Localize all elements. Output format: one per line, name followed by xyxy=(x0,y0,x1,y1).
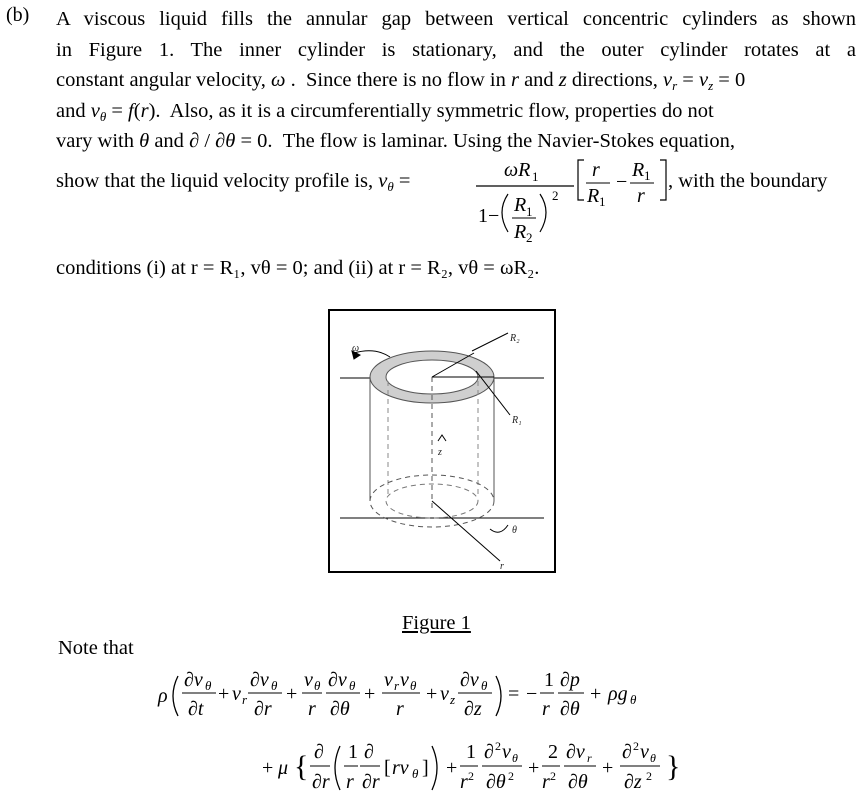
svg-text:v: v xyxy=(440,683,449,705)
svg-text:+: + xyxy=(426,683,438,705)
svg-text:−: − xyxy=(526,683,538,705)
svg-text:=: = xyxy=(508,683,520,705)
svg-text:ωR: ωR xyxy=(504,159,531,181)
r2-label: R₂ xyxy=(510,333,520,344)
svg-text:μ: μ xyxy=(278,757,289,779)
svg-text:1−: 1− xyxy=(478,205,500,227)
svg-text:+: + xyxy=(286,683,298,705)
svg-text:∂θ: ∂θ xyxy=(568,771,588,793)
question-label: (b) xyxy=(6,4,30,26)
svg-text:+: + xyxy=(262,757,274,779)
svg-text:2: 2 xyxy=(526,230,533,245)
svg-text:2: 2 xyxy=(633,739,639,753)
cylinder-diagram xyxy=(330,311,554,571)
svg-text:v: v xyxy=(304,669,313,691)
line-4: and $v_\theta = f(r)$. Also, as it is a circumferentially symmetric flow, properties do not xyxy=(56,99,714,124)
svg-text:∂: ∂ xyxy=(622,741,632,763)
svg-text:v: v xyxy=(640,741,649,763)
svg-text:r: r xyxy=(396,698,404,720)
svg-text:ρg: ρg xyxy=(608,683,628,705)
r-axis-label: r xyxy=(500,561,504,571)
svg-text:1: 1 xyxy=(526,204,533,219)
svg-text:+: + xyxy=(364,683,376,705)
svg-text:1: 1 xyxy=(348,741,358,763)
theta-label: θ xyxy=(512,525,517,536)
svg-text:+: + xyxy=(602,757,614,779)
svg-text:r: r xyxy=(460,771,468,793)
svg-text:2: 2 xyxy=(495,739,501,753)
profile-lead: show that the liquid velocity profile is, $v_\theta$ = xyxy=(56,170,411,194)
svg-text:∂z: ∂z xyxy=(464,698,482,720)
svg-text:+: + xyxy=(446,757,458,779)
line-1: A viscous liquid fills the annular gap between vertical concentric cylinders as shown xyxy=(56,8,856,30)
svg-text:R: R xyxy=(587,185,600,207)
svg-text:θ: θ xyxy=(630,692,637,707)
svg-text:θ: θ xyxy=(205,678,212,693)
svg-text:r: r xyxy=(592,159,600,181)
svg-text:1: 1 xyxy=(532,169,539,184)
figure-caption: Figure 1 xyxy=(402,612,471,634)
svg-text:θ: θ xyxy=(410,678,417,693)
note-label: Note that xyxy=(58,637,134,659)
svg-text:[: [ xyxy=(384,757,391,779)
svg-text:2: 2 xyxy=(508,769,514,783)
svg-text:2: 2 xyxy=(550,769,556,783)
navier-stokes-equation xyxy=(150,660,750,802)
svg-text:R: R xyxy=(514,194,527,216)
svg-text:r: r xyxy=(308,698,316,720)
svg-text:+: + xyxy=(590,683,602,705)
svg-text:r: r xyxy=(242,692,248,707)
svg-text:∂v: ∂v xyxy=(566,741,585,763)
svg-text:θ: θ xyxy=(271,678,278,693)
svg-text:∂v: ∂v xyxy=(184,669,203,691)
svg-text:∂v: ∂v xyxy=(328,669,347,691)
svg-text:∂v: ∂v xyxy=(460,669,479,691)
svg-text:{: { xyxy=(294,750,309,783)
svg-text:v: v xyxy=(400,669,409,691)
svg-text:2: 2 xyxy=(646,769,652,783)
svg-text:∂p: ∂p xyxy=(560,669,580,691)
svg-text:rv: rv xyxy=(392,757,409,779)
boundary-conditions: conditions (i) at r = R₁, vθ = 0; and (ii) at r = R₂, vθ = ωR₂. xyxy=(56,257,540,279)
svg-text:θ: θ xyxy=(349,678,356,693)
svg-text:+: + xyxy=(528,757,540,779)
svg-text:+: + xyxy=(218,683,230,705)
svg-text:∂v: ∂v xyxy=(250,669,269,691)
svg-text:∂: ∂ xyxy=(364,741,374,763)
svg-text:θ: θ xyxy=(512,751,518,765)
svg-text:θ: θ xyxy=(314,678,321,693)
svg-text:1: 1 xyxy=(644,168,651,183)
svg-text:z: z xyxy=(450,692,456,707)
svg-text:θ: θ xyxy=(412,766,419,781)
svg-text:1: 1 xyxy=(466,741,476,763)
svg-text:1: 1 xyxy=(544,669,554,691)
svg-text:∂r: ∂r xyxy=(312,771,330,793)
svg-text:∂θ: ∂θ xyxy=(330,698,350,720)
svg-text:]: ] xyxy=(422,757,429,779)
svg-text:∂z: ∂z xyxy=(624,771,642,793)
svg-text:2: 2 xyxy=(468,769,474,783)
z-axis-label: z xyxy=(438,447,442,458)
svg-text:1: 1 xyxy=(599,194,606,209)
svg-text:R: R xyxy=(632,159,645,181)
line-2: in Figure 1. The inner cylinder is stationary, and the outer cylinder rotates at a xyxy=(56,38,856,61)
svg-text:2: 2 xyxy=(552,188,559,203)
line-3: constant angular velocity, ω . Since there is no flow in r and z directions, $v_r = v_z = 0$ xyxy=(56,69,746,93)
svg-text:r: r xyxy=(542,698,550,720)
line-5: vary with θ and ∂ / ∂θ = 0. The flow is laminar. Using the Navier-Stokes equation, xyxy=(56,130,735,152)
svg-text:ρ: ρ xyxy=(158,685,168,707)
omega-label: ω xyxy=(352,343,360,354)
figure-1 xyxy=(328,309,556,573)
svg-text:∂t: ∂t xyxy=(188,698,204,720)
svg-text:r: r xyxy=(346,771,354,793)
svg-text:r: r xyxy=(394,678,400,693)
svg-text:}: } xyxy=(666,750,681,783)
problem-statement xyxy=(56,4,856,157)
svg-text:∂: ∂ xyxy=(314,741,324,763)
svg-text:r: r xyxy=(637,185,645,207)
velocity-profile-line xyxy=(56,159,856,252)
svg-text:∂r: ∂r xyxy=(254,698,272,720)
svg-text:θ: θ xyxy=(650,751,656,765)
svg-text:∂r: ∂r xyxy=(362,771,380,793)
svg-text:v: v xyxy=(232,683,241,705)
svg-text:∂θ: ∂θ xyxy=(560,698,580,720)
svg-text:∂: ∂ xyxy=(484,741,494,763)
profile-tail: , with the boundary xyxy=(668,170,828,192)
velocity-profile-formula xyxy=(474,156,674,248)
svg-text:v: v xyxy=(384,669,393,691)
svg-text:θ: θ xyxy=(481,678,488,693)
r1-label: R₁ xyxy=(512,415,522,426)
svg-text:∂θ: ∂θ xyxy=(486,771,506,793)
svg-text:R: R xyxy=(514,221,527,243)
svg-text:r: r xyxy=(542,771,550,793)
svg-text:−: − xyxy=(616,171,628,193)
svg-text:v: v xyxy=(502,741,511,763)
svg-text:r: r xyxy=(587,751,592,765)
svg-text:2: 2 xyxy=(548,741,558,763)
